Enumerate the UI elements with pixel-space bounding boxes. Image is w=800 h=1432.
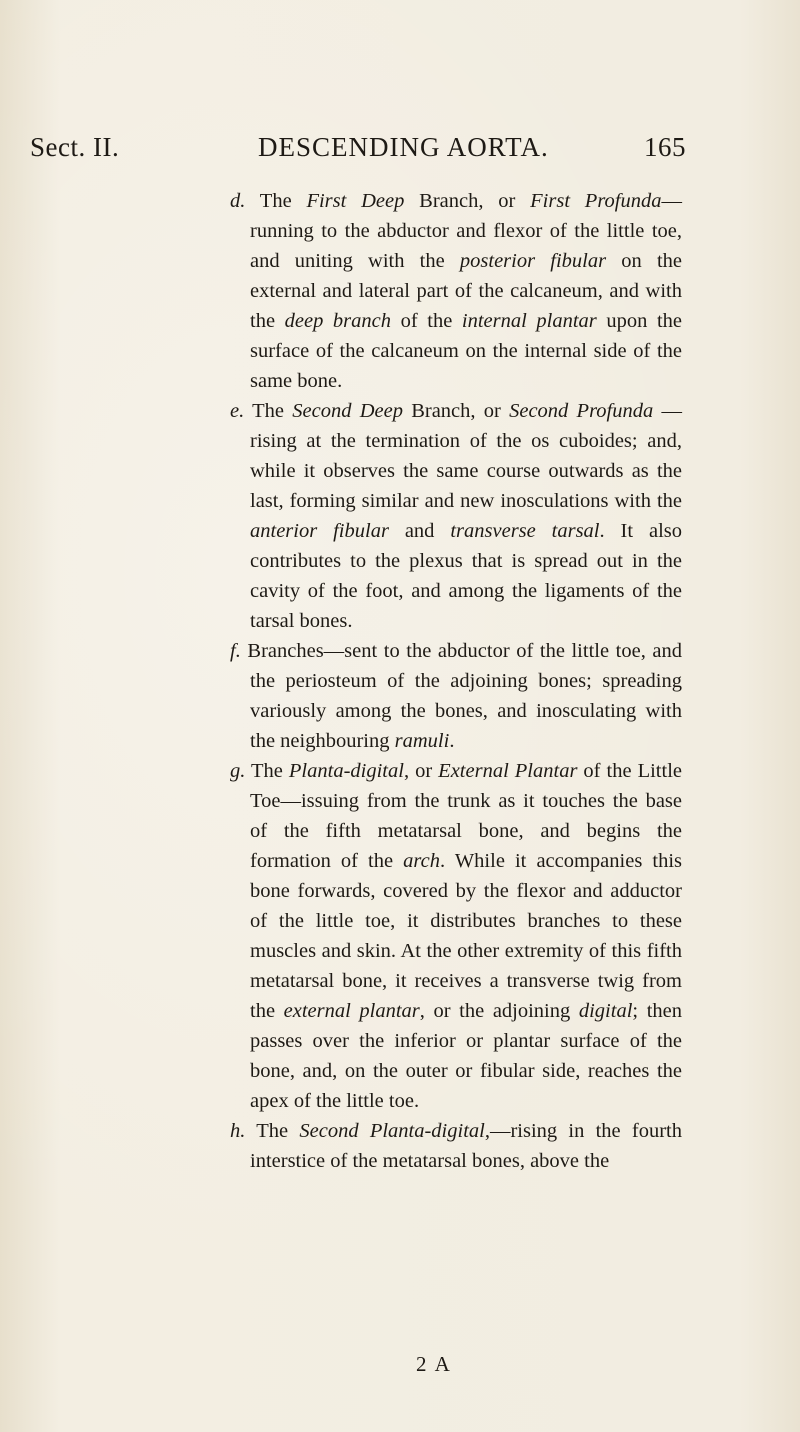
body-text	[230, 186, 682, 1176]
italic-term: digital	[578, 1000, 633, 1022]
paragraph	[230, 636, 682, 756]
page-title: DESCENDING AORTA.	[258, 132, 549, 162]
text-run: . While it accompanies this bone forwards, covered by the flexor and adductor of the little toe, it distributes branches to these muscles and skin. At the other extremity of this fifth metatarsal bone, it receives a transverse twig from the	[250, 850, 682, 1022]
text-run: of the Little Toe—issuing from the trunk as it touches the base of the fifth metatarsal bone, and begins the formation of the	[250, 760, 682, 872]
italic-term: Second Profunda	[509, 400, 654, 422]
text-run: Branch, or	[402, 400, 510, 422]
italic-term: arch	[403, 850, 440, 872]
text-run: ; then passes over the inferior or plantar surface of the bone, and, on the outer or fibular side, reaches the apex of the little toe.	[250, 1000, 682, 1112]
paragraph-label: e.	[230, 400, 245, 422]
running-header	[0, 132, 800, 172]
italic-term: anterior fibular	[250, 520, 389, 542]
italic-term: External Plantar	[438, 760, 578, 782]
text-run: , or	[403, 760, 439, 782]
text-run: Branch, or	[404, 190, 531, 212]
section-label: Sect. II.	[30, 132, 120, 162]
text-run: The	[245, 1120, 300, 1142]
italic-term: transverse tarsal	[450, 520, 600, 542]
text-run: . It also contributes to the plexus that is spread out in the cavity of the foot, and among the ligaments of the tarsal bones.	[250, 520, 683, 632]
page-number: 165	[644, 132, 686, 162]
paragraph	[230, 1116, 682, 1176]
text-run: ,—rising in the fourth interstice of the metatarsal bones, above the	[250, 1120, 682, 1172]
paragraph-label: h.	[230, 1120, 246, 1142]
text-run: The	[244, 400, 293, 422]
italic-term: Second Planta-digital	[299, 1120, 485, 1142]
paragraph-label: d.	[230, 190, 246, 212]
text-run: Branches—sent to the abductor of the little toe, and the periosteum of the adjoining bones; spreading variously among the bones, and inosculating with the neighbouring	[240, 640, 682, 752]
text-run: on the external and lateral part of the calcaneum, and with the	[250, 250, 682, 332]
italic-term: Planta-digital	[288, 760, 404, 782]
text-run: The	[245, 760, 289, 782]
paragraph-label: f.	[230, 640, 241, 662]
italic-term: posterior fibular	[459, 250, 607, 272]
text-run: of the	[391, 310, 462, 332]
italic-term: internal plantar	[461, 310, 597, 332]
text-run: The	[245, 190, 307, 212]
signature-mark: 2 A	[416, 1352, 452, 1376]
paragraph-label: g.	[230, 760, 246, 782]
italic-term: Second Deep	[292, 400, 403, 422]
text-run: —rising at the termination of the os cuboides; and, while it observes the same course outwards as the last, forming similar and new inosculations with the	[250, 400, 682, 512]
italic-term: deep branch	[284, 310, 392, 332]
italic-term: First Deep	[306, 190, 405, 212]
italic-term: external plantar	[283, 1000, 420, 1022]
text-run: upon the surface of the calcaneum on the internal side of the same bone.	[250, 310, 683, 392]
italic-term: ramuli	[394, 730, 450, 752]
text-run: and	[388, 520, 451, 542]
text-run: , or the adjoining	[419, 1000, 579, 1022]
paragraph	[230, 186, 682, 396]
paragraph	[230, 756, 682, 1116]
italic-term: First Profunda	[530, 190, 662, 212]
paragraph	[230, 396, 682, 636]
text-run: .	[449, 730, 455, 752]
text-run: — running to the abductor and flexor of the little toe, and uniting with the	[250, 190, 682, 272]
